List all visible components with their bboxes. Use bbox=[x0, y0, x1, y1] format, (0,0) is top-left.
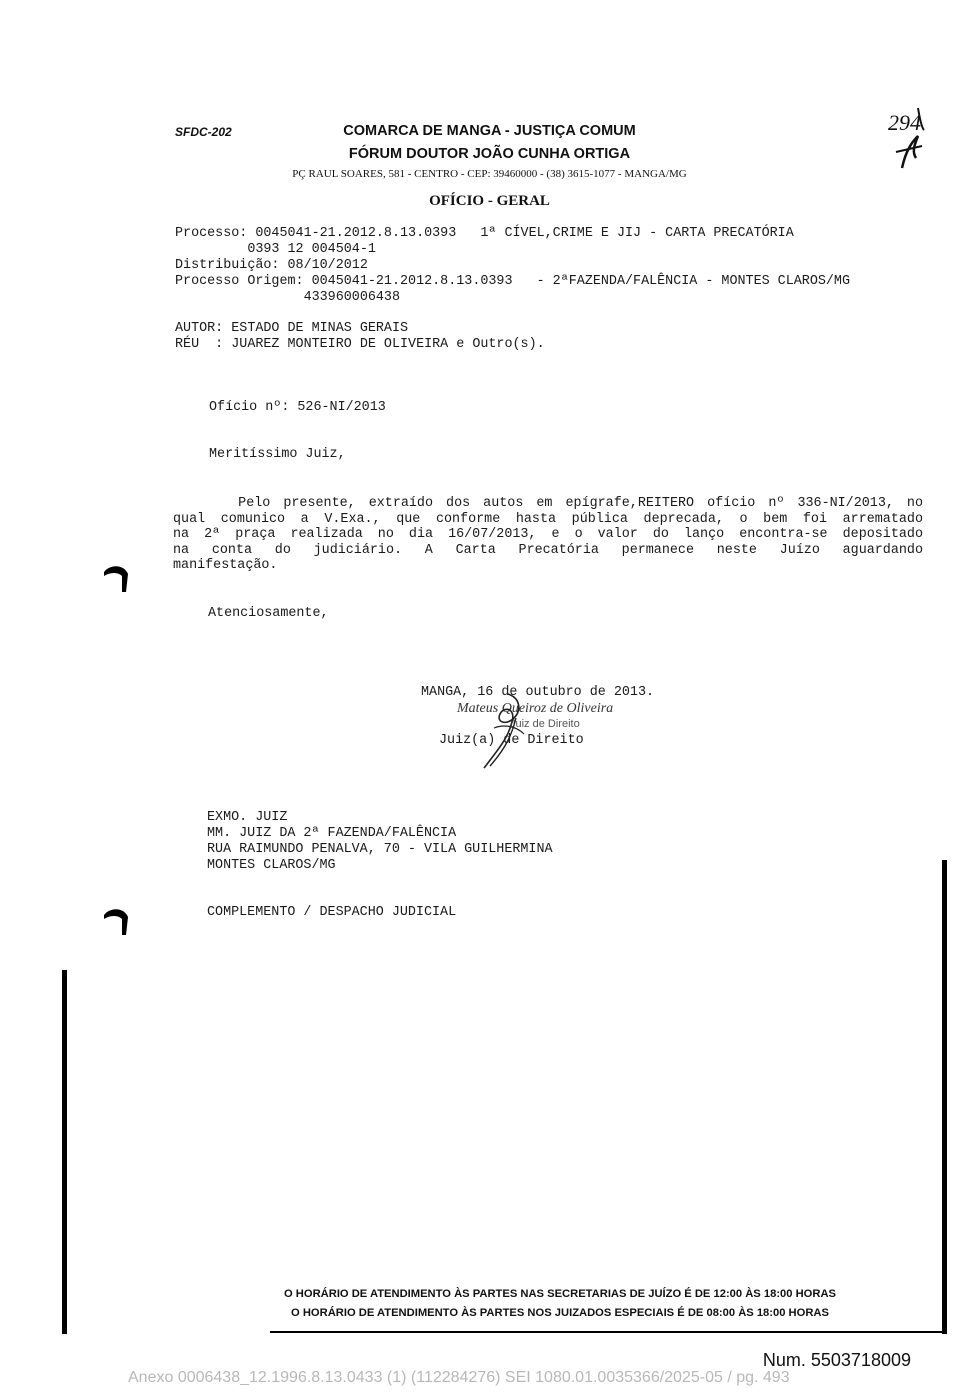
processo-line: Processo: 0045041-21.2012.8.13.0393 1ª CÍVEL,CRIME E JIJ - CARTA PRECATÓRIA bbox=[175, 226, 794, 241]
document-type: OFÍCIO - GERAL bbox=[429, 193, 550, 209]
scan-edge-right bbox=[942, 860, 947, 1334]
recipient-line3: RUA RAIMUNDO PENALVA, 70 - VILA GUILHERMINA bbox=[207, 842, 553, 857]
body-line: qual comunico a V.Exa., que conforme hasta pública deprecada, o bem foi arrematado bbox=[173, 511, 923, 527]
autor: AUTOR: ESTADO DE MINAS GERAIS bbox=[175, 321, 409, 336]
court-name: COMARCA DE MANGA - JUSTIÇA COMUM bbox=[343, 123, 636, 139]
handwritten-page-mark bbox=[882, 100, 942, 175]
closing: Atenciosamente, bbox=[208, 606, 329, 621]
complemento-label: COMPLEMENTO / DESPACHO JUDICIAL bbox=[207, 905, 457, 920]
court-address: PÇ RAUL SOARES, 581 - CENTRO - CEP: 39460000 - (38) 3615-1077 - MANGA/MG bbox=[292, 168, 687, 180]
place-date: MANGA, 16 de outubro de 2013. bbox=[421, 685, 655, 700]
processo-origem-cont: 433960006438 bbox=[175, 290, 400, 305]
footer-notice-1: O HORÁRIO DE ATENDIMENTO ÀS PARTES NAS SECRETARIAS DE JUÍZO É DE 12:00 ÀS 18:00 HORAS bbox=[283, 1288, 836, 1300]
recipient-line1: EXMO. JUIZ bbox=[207, 810, 288, 825]
body-line: na 2ª praça realizada no dia 16/07/2013, e o valor do lanço encontra-se depositado bbox=[173, 527, 923, 542]
forum-name: FÓRUM DOUTOR JOÃO CUNHA ORTIGA bbox=[348, 146, 631, 162]
letter-body bbox=[173, 496, 923, 574]
signer-role: Juiz(a) de Direito bbox=[439, 733, 584, 748]
body-line: manifestação. bbox=[173, 558, 278, 573]
salutation: Meritíssimo Juiz, bbox=[209, 447, 346, 462]
body-line: Pelo presente, extraído dos autos em epígrafe,REITERO ofício nº 336-NI/2013, no bbox=[173, 496, 923, 511]
signer-title-stamp: Juiz de Direito bbox=[510, 718, 580, 730]
footer-notice-2: O HORÁRIO DE ATENDIMENTO ÀS PARTES NOS JUIZADOS ESPECIAIS É DE 08:00 ÀS 18:00 HORAS bbox=[291, 1307, 829, 1319]
signer-name-stamp: Mateus Queiroz de Oliveira bbox=[457, 701, 614, 716]
document-number: Num. 5503718009 bbox=[762, 1350, 911, 1370]
anexo-watermark: Anexo 0006438_12.1996.8.13.0433 (1) (112284276) SEI 1080.01.0035366/2025-05 / pg. 493 bbox=[128, 1369, 790, 1386]
recipient-line4: MONTES CLAROS/MG bbox=[207, 858, 336, 873]
form-code: SFDC-202 bbox=[175, 125, 232, 139]
scan-edge-left bbox=[62, 970, 67, 1334]
body-line: na conta do judiciário. A Carta Precatória permanece neste Juízo aguardando bbox=[173, 542, 923, 558]
handwritten-signature bbox=[476, 688, 536, 774]
oficio-number: Ofício nº: 526-NI/2013 bbox=[209, 400, 386, 415]
page-mark-number: 294 bbox=[888, 110, 921, 135]
recipient-line2: MM. JUIZ DA 2ª FAZENDA/FALÊNCIA bbox=[207, 826, 457, 841]
processo-origem: Processo Origem: 0045041-21.2012.8.13.0393 - 2ªFAZENDA/FALÊNCIA - MONTES CLAROS/MG bbox=[175, 274, 850, 289]
footer-rule bbox=[270, 1331, 946, 1333]
processo-cont: 0393 12 004504-1 bbox=[175, 242, 376, 257]
punch-hole-mark-top bbox=[100, 562, 132, 596]
punch-hole-mark-bottom bbox=[100, 905, 132, 939]
reu: RÉU : JUAREZ MONTEIRO DE OLIVEIRA e Outro(s). bbox=[175, 337, 545, 352]
distribuicao: Distribuição: 08/10/2012 bbox=[175, 258, 368, 273]
